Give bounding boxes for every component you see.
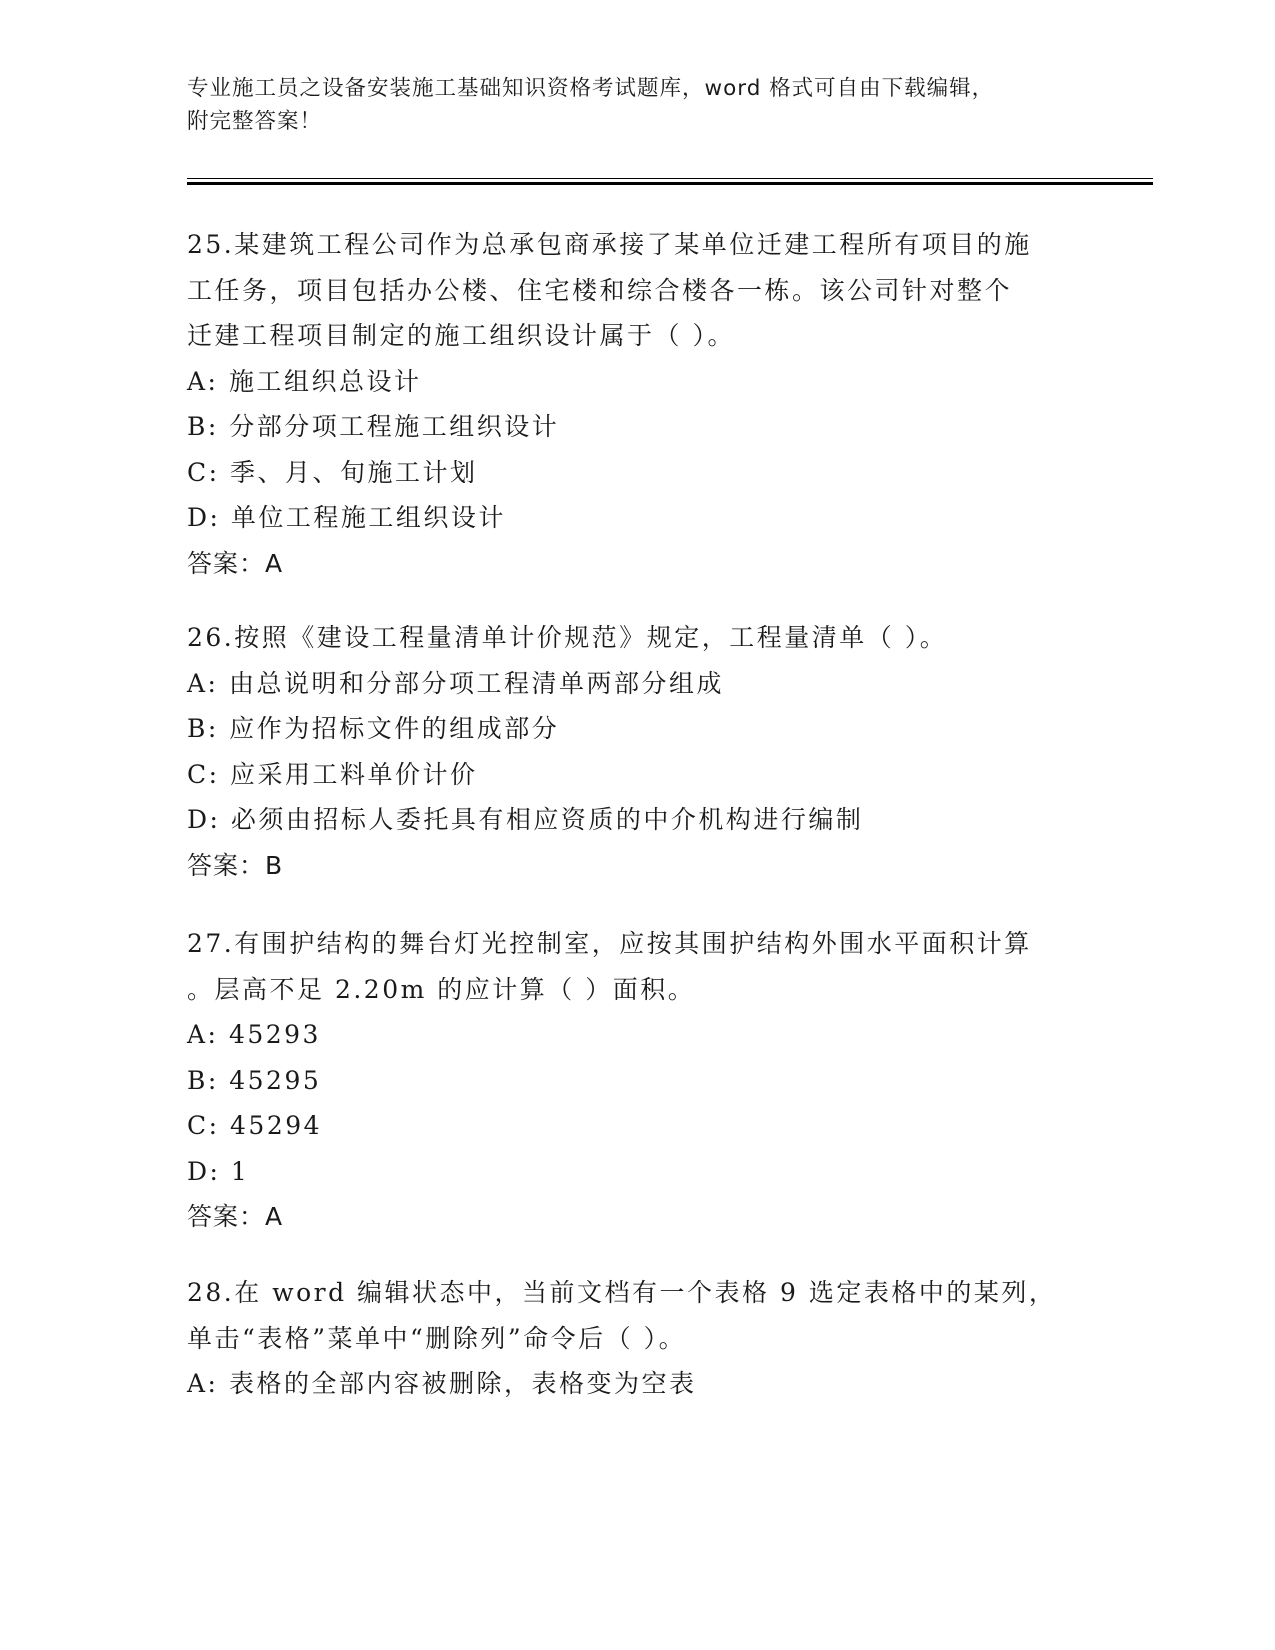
option-letter: D: — [187, 805, 221, 834]
question-27 — [187, 921, 1087, 1240]
answer-label: 答案：A — [187, 1202, 284, 1231]
option-b — [187, 404, 1087, 450]
option-b — [187, 1058, 1087, 1104]
header-line-1: 专业施工员之设备安装施工基础知识资格考试题库，word 格式可自由下载编辑， — [187, 76, 995, 101]
option-text: 1 — [230, 1156, 250, 1186]
option-letter: B: — [187, 1065, 219, 1095]
option-text: 分部分项工程施工组织设计 — [229, 412, 560, 441]
option-text: 季、月、旬施工计划 — [230, 457, 478, 487]
option-text: 45293 — [228, 1020, 321, 1049]
option-a — [187, 1361, 1087, 1407]
stem-line: 25.某建筑工程公司作为总承包商承接了某单位迁建工程所有项目的施 — [187, 230, 1032, 259]
option-letter: A: — [187, 366, 219, 396]
option-c — [187, 752, 1087, 798]
option-b — [187, 706, 1087, 752]
option-text: 施工组织总设计 — [228, 366, 422, 396]
option-text: 表格的全部内容被删除，表格变为空表 — [228, 1369, 697, 1398]
option-letter: B: — [187, 412, 219, 441]
option-d — [187, 797, 1087, 843]
option-text: 必须由招标人委托具有相应资质的中介机构进行编制 — [230, 805, 864, 834]
question-26 — [187, 615, 1087, 888]
stem-line: 工任务，项目包括办公楼、住宅楼和综合楼各一栋。该公司针对整个 — [187, 275, 1013, 305]
option-c — [187, 1103, 1087, 1149]
question-25 — [187, 222, 1087, 586]
question-stem — [187, 222, 1087, 359]
option-letter: D: — [187, 1156, 221, 1186]
stem-line: 迁建工程项目制定的施工组织设计属于（ ）。 — [187, 321, 735, 350]
question-28 — [187, 1270, 1087, 1407]
option-a — [187, 1012, 1087, 1058]
stem-line: 单击“表格”菜单中“删除列”命令后（ ）。 — [187, 1323, 687, 1353]
question-stem — [187, 921, 1087, 1012]
question-stem — [187, 1270, 1087, 1361]
option-letter: C: — [187, 457, 220, 487]
header-rule-thick — [187, 182, 1153, 185]
option-text: 应采用工料单价计价 — [230, 759, 478, 789]
answer-label: 答案：A — [187, 548, 284, 578]
option-c — [187, 450, 1087, 496]
option-letter: C: — [187, 1111, 220, 1140]
option-letter: A: — [187, 668, 219, 698]
option-letter: A: — [187, 1020, 219, 1049]
option-d — [187, 495, 1087, 541]
stem-line: 27.有围护结构的舞台灯光控制室，应按其围护结构外围水平面积计算 — [187, 929, 1032, 958]
option-a — [187, 359, 1087, 405]
stem-line: 。层高不足 2.20m 的应计算（ ）面积。 — [187, 974, 696, 1004]
option-text: 应作为招标文件的组成部分 — [229, 714, 560, 743]
header-line-2: 附完整答案！ — [187, 109, 323, 134]
option-text: 单位工程施工组织设计 — [230, 503, 506, 532]
option-letter: C: — [187, 759, 220, 789]
header-rule-thin — [187, 178, 1153, 179]
question-stem — [187, 615, 1087, 661]
option-letter: B: — [187, 714, 219, 743]
stem-line: 26.按照《建设工程量清单计价规范》规定，工程量清单（ ）。 — [187, 623, 948, 652]
document-header — [187, 72, 1087, 138]
option-d — [187, 1149, 1087, 1195]
option-text: 45294 — [230, 1111, 323, 1140]
option-text: 45295 — [229, 1065, 322, 1095]
option-letter: A: — [187, 1369, 219, 1398]
stem-line: 28.在 word 编辑状态中，当前文档有一个表格 9 选定表格中的某列， — [187, 1278, 1057, 1307]
option-a — [187, 661, 1087, 707]
option-text: 由总说明和分部分项工程清单两部分组成 — [228, 668, 724, 698]
option-letter: D: — [187, 503, 221, 532]
answer-label: 答案：B — [187, 850, 284, 880]
